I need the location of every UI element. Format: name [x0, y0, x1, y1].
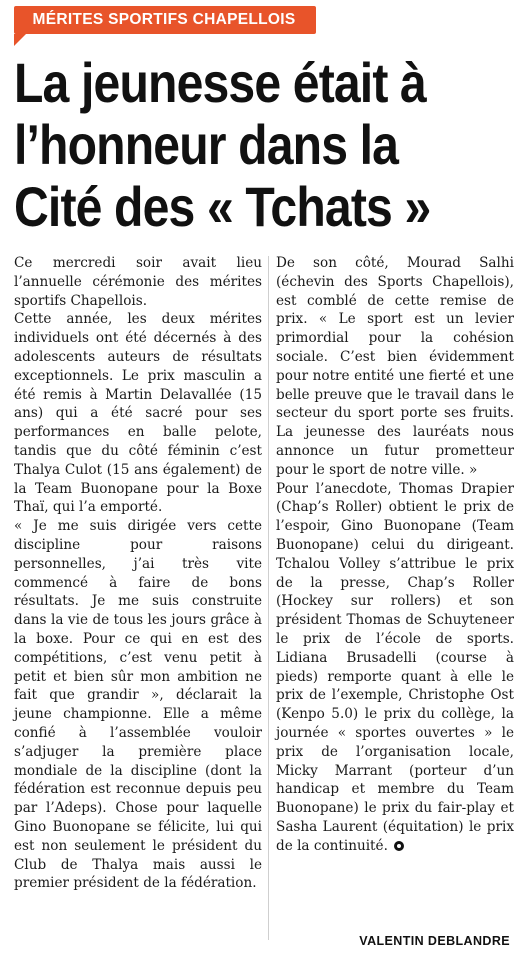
- paragraph: « Je me suis dirigée vers cette discipline pour raisons personnelles, j’ai très vite commencé à faire de bons résultats. Je me suis construite dans la vie de tous les jours grâce à la boxe. Pour ce qui en est des compétitions, c’est venu petit à petit et bien sûr mon ambition ne fait que grandir », déclarait la jeune championne. Elle a même confié à l’assemblée vouloir s’adjuger la première place mondiale de la discipline (dont la fédération est reconnue depuis peu par l’Adeps). Chose pour laquelle Gino Buonopane se félicite, lui qui est non seulement le président du Club de Thalya mais aussi le premier président de la fédération.: [14, 518, 262, 892]
- paragraph: De son côté, Mourad Salhi (échevin des Sports Chapellois), est comblé de cette remise de prix. « Le sport est un levier primordial pour la cohésion sociale. C’est bien évidemment pour notre entité une fierté et une belle preuve que le travail dans le secteur du sport porte ses fruits. La jeunesse des lauréats nous annonce un futur prometteur pour le sport de notre ville. »: [276, 255, 514, 478]
- article-headline: [14, 52, 513, 238]
- headline-line-1: La jeunesse était à: [14, 51, 426, 114]
- paragraph: Ce mercredi soir avait lieu l’annuelle cérémonie des mérites sportifs Chapellois.: [14, 255, 262, 309]
- author-byline: VALENTIN DEBLANDRE: [359, 934, 510, 948]
- kicker-tail-decoration: [14, 34, 26, 46]
- headline-line-3: Cité des « Tchats »: [14, 175, 431, 238]
- headline-line-2: l’honneur dans la: [14, 113, 399, 176]
- paragraph-text: Pour l’anecdote, Thomas Drapier (Chap’s Roller) obtient le prix de l’espoir, Gino Buonopane (Team Buonopane) celui du dirigeant. Tchalou Volley s’attribue le prix de la presse, Chap’s Roller (Hockey sur rollers) et son président Thomas de Schuyteneer le prix de l’école de sports. Lidiana Brusadelli (course à pieds) remporte quant à elle le prix de l’exemple, Christophe Ost (Kenpo 5.0) le prix du collège, la journée « sportes ouvertes » le prix de l’organisation locale, Micky Marrant (porteur d’un handicap et membre du Team Buonopane) le prix du fair-play et Sasha Laurent (équitation) le prix de la continuité.: [276, 480, 514, 854]
- article-column-right: [276, 254, 514, 856]
- article-column-left: [14, 254, 262, 893]
- section-kicker: MÉRITES SPORTIFS CHAPELLOIS: [32, 11, 296, 28]
- end-of-article-icon: [394, 841, 404, 851]
- column-divider: [268, 256, 269, 940]
- paragraph: Cette année, les deux mérites individuels ont été décernés à des adolescents auteurs de résultats exceptionnels. Le prix masculin a été remis à Martin Delavallée (15 ans) qui a été sacré pour ses performances en balle pelote, tandis que du côté féminin c’est Thalya Culot (15 ans également) de la Team Buonopane pour la Boxe Thaï, qui l’a emporté.: [14, 311, 262, 516]
- paragraph: [276, 480, 514, 856]
